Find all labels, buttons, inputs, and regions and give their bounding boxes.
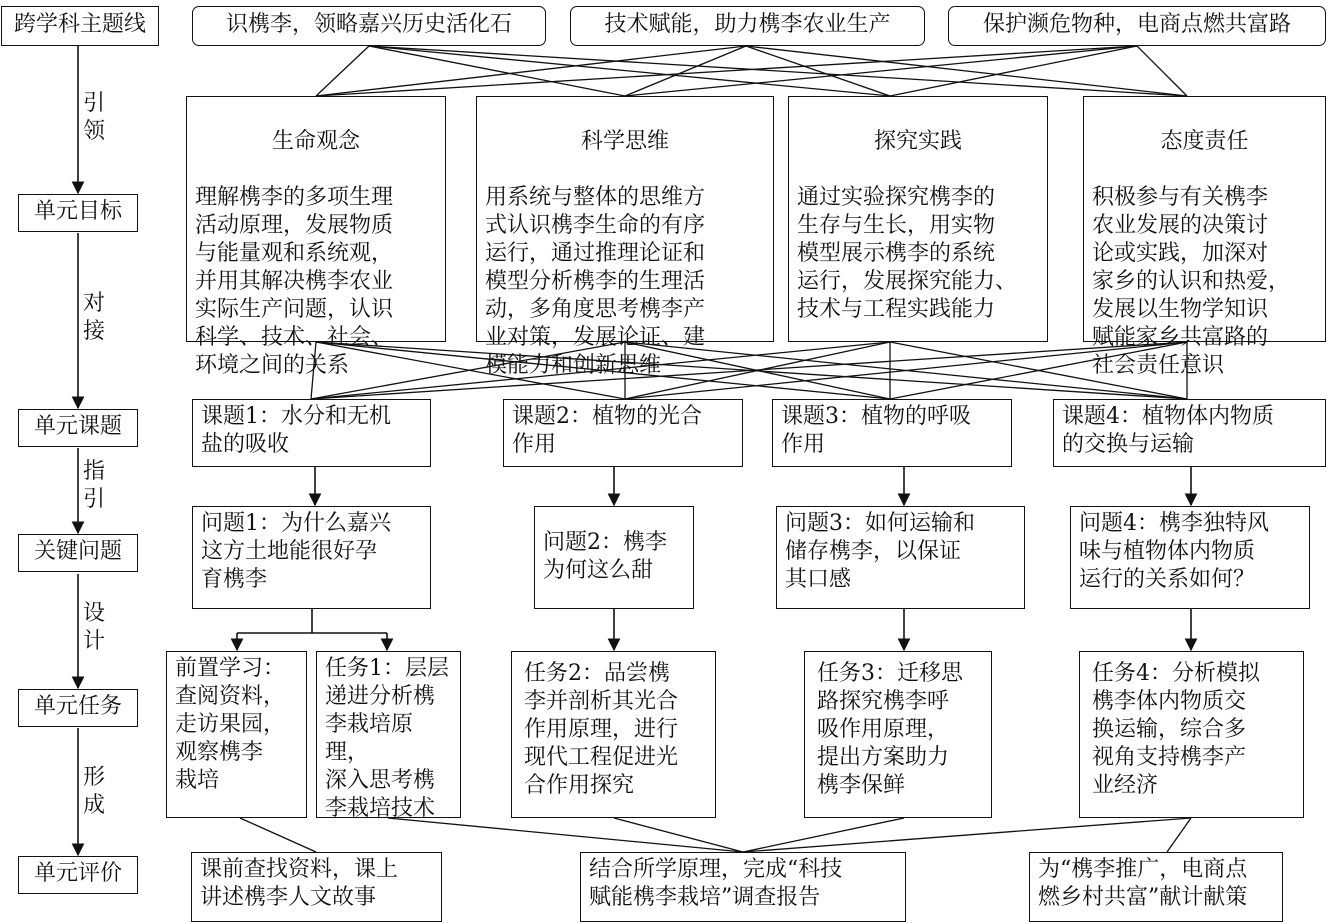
task-box-2: 任务2：品尝槜 李并剖析其光合 作用原理，进行 现代工程促进光 合作用探究 bbox=[511, 651, 716, 818]
goal-box-scientific-thinking bbox=[476, 96, 774, 378]
connector-label-guide: 指 引 bbox=[79, 458, 109, 514]
stage-label-theme-line: 跨学科主题线 bbox=[1, 6, 159, 46]
stage-label-unit-goal: 单元目标 bbox=[18, 194, 138, 232]
goal-text: 通过实验探究槜李的 生存与生长，用实物 模型展示槜李的系统 运行，发展探究能力、 技术与工程实践能力 bbox=[797, 185, 1018, 322]
topic-box-4: 课题4：植物体内物质 的交换与运输 bbox=[1053, 399, 1326, 467]
stage-label-unit-evaluation: 单元评价 bbox=[18, 856, 138, 894]
goal-title: 科学思维 bbox=[580, 129, 669, 154]
stage-label-unit-task: 单元任务 bbox=[18, 689, 138, 727]
evaluation-box-3: 为“槜李推广，电商点 燃乡村共富”献计献策 bbox=[1029, 852, 1283, 922]
task-box-1: 任务1：层层 递进分析槜 李栽培原理， 深入思考槜 李栽培技术 bbox=[316, 651, 461, 818]
evaluation-box-1: 课前查找资料，课上 讲述槜李人文故事 bbox=[191, 852, 442, 922]
task-box-4: 任务4：分析模拟 槜李体内物质交 换运输，综合多 视角支持槜李产 业经济 bbox=[1079, 651, 1304, 818]
topic-box-3: 课题3：植物的呼吸 作用 bbox=[772, 399, 1012, 467]
connector-label-connect: 对 接 bbox=[79, 290, 109, 346]
question-box-4: 问题4：槜李独特风 味与植物体内物质 运行的关系如何？ bbox=[1070, 506, 1310, 609]
goal-title: 态度责任 bbox=[1160, 129, 1249, 154]
topic-box-2: 课题2：植物的光合 作用 bbox=[503, 399, 743, 467]
topic-question-arrows bbox=[315, 467, 1191, 505]
goal-box-life-concept bbox=[186, 96, 446, 378]
theme-box-2: 技术赋能，助力槜李农业生产 bbox=[570, 6, 925, 46]
goal-text: 用系统与整体的思维方 式认识槜李生命的有序 运行，通过推理论证和 模型分析槜李的生理活 动，多角度思考槜李产 业对策，发展论证、建 模能力和创新思维 bbox=[485, 185, 706, 378]
theme-goal-links bbox=[316, 46, 1187, 96]
task-evaluation-links bbox=[240, 818, 1191, 852]
goal-box-inquiry-practice bbox=[788, 96, 1048, 342]
theme-box-3: 保护濒危物种，电商点燃共富路 bbox=[948, 6, 1326, 46]
stage-label-key-question: 关键问题 bbox=[18, 534, 138, 572]
goal-text: 积极参与有关槜李 农业发展的决策讨 论或实践，加深对 家乡的认识和热爱， 发展以生物学知识 赋能家乡共富路的 社会责任意识 bbox=[1092, 185, 1291, 378]
question-box-3: 问题3：如何运输和 储存槜李，以保证 其口感 bbox=[776, 506, 1025, 609]
connector-label-lead: 引 领 bbox=[79, 90, 109, 146]
stage-label-unit-topic: 单元课题 bbox=[18, 409, 138, 447]
goal-text: 理解槜李的多项生理 活动原理，发展物质 与能量观和系统观， 并用其解决槜李农业 实际生产问题，认识 科学、技术、社会、 环境之间的关系 bbox=[195, 185, 394, 378]
goal-title: 探究实践 bbox=[873, 129, 962, 154]
question-task-arrows bbox=[237, 609, 1191, 650]
evaluation-box-2: 结合所学原理，完成“科技 赋能槜李栽培”调查报告 bbox=[580, 852, 906, 922]
goal-box-attitude-responsibility bbox=[1083, 96, 1326, 378]
theme-box-1: 识槜李，领略嘉兴历史活化石 bbox=[192, 6, 546, 46]
question-box-1: 问题1：为什么嘉兴 这方土地能很好孕 育槜李 bbox=[192, 506, 431, 609]
topic-box-1: 课题1：水分和无机 盐的吸收 bbox=[192, 399, 431, 467]
goal-title: 生命观念 bbox=[271, 129, 360, 154]
connector-label-design: 设 计 bbox=[79, 600, 109, 656]
question-box-2: 问题2：槜李 为何这么甜 bbox=[534, 506, 694, 609]
task-box-pre-study: 前置学习： 查阅资料， 走访果园， 观察槜李 栽培 bbox=[166, 651, 307, 818]
task-box-3: 任务3：迁移思 路探究槜李呼 吸作用原理， 提出方案助力 槜李保鲜 bbox=[804, 651, 992, 818]
connector-label-form: 形 成 bbox=[79, 764, 109, 820]
